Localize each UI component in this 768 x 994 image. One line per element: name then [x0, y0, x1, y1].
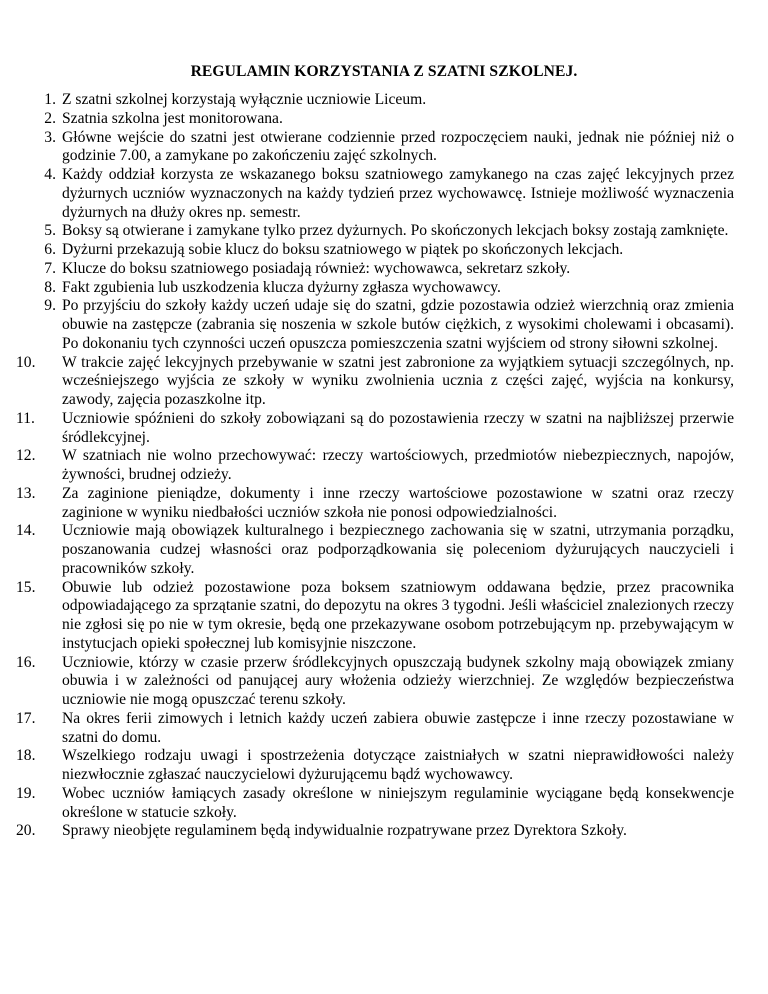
rule-item: [16, 222, 734, 241]
rule-item: [16, 241, 734, 260]
rule-text: Z szatni szkolnej korzystają wyłącznie uczniowie Liceum.: [62, 91, 427, 108]
rule-number: 3.: [44, 128, 56, 146]
rule-number: 8.: [44, 278, 56, 296]
rule-text: Na okres ferii zimowych i letnich każdy uczeń zabiera obuwie zastępcze i inne rzeczy pozostawiane w szatni do domu.: [62, 709, 734, 746]
rule-number: 5.: [44, 222, 56, 240]
rule-text: Każdy oddział korzysta ze wskazanego boksu szatniowego zamykanego na czas zajęć lekcyjnych przez dyżurnych uczniów wyznaczonych na każdy tydzień przez wychowawcę. Istnieje możliwość wyznaczenia dyżurnych na dłuży okres np. semestr.: [62, 166, 734, 221]
rule-item: [16, 166, 734, 222]
rule-number: 11.: [16, 409, 35, 427]
rule-number: 14.: [16, 522, 36, 540]
rule-number: 7.: [44, 259, 56, 277]
rule-item: [16, 260, 734, 279]
rule-number: 12.: [16, 447, 36, 465]
rule-item: [16, 279, 734, 298]
rule-text: Wobec uczniów łamiących zasady określone w niniejszym regulaminie wyciągane będą konsekwencje określone w statucie szkoły.: [62, 784, 734, 821]
rule-number: 10.: [16, 353, 36, 371]
rule-number: 17.: [16, 709, 36, 727]
rule-item: [16, 410, 734, 448]
rule-item: [16, 297, 734, 353]
rule-item: [16, 129, 734, 167]
rule-item: [16, 710, 734, 748]
rule-text: Dyżurni przekazują sobie klucz do boksu szatniowego w piątek po skończonych lekcjach.: [62, 241, 624, 258]
rule-item: [16, 447, 734, 485]
rules-list: [16, 91, 734, 841]
rule-text: W trakcie zajęć lekcyjnych przebywanie w szatni jest zabronione za wyjątkiem sytuacji szczególnych, np. wcześniejszego wyjścia ze szkoły w wyniku zwolnienia ucznia z części zajęć, wyjścia na konkursy, zawody, zajęcia pozaszkolne itp.: [62, 353, 734, 408]
rule-text: Sprawy nieobjęte regulaminem będą indywidualnie rozpatrywane przez Dyrektora Szkoły.: [62, 822, 627, 840]
rule-text: Uczniowie spóźnieni do szkoły zobowiązani są do pozostawienia rzeczy w szatni na najbliższej przerwie śródlekcyjnej.: [62, 409, 734, 446]
rule-item: [16, 785, 734, 823]
rule-text: Uczniowie, którzy w czasie przerw śródlekcyjnych opuszczają budynek szkolny mają obowiązek zmiany obuwia i w zależności od panującej aury włożenia odzieży wierzchniej. Ze względów bezpieczeństwa uczniowie nie mogą opuszczać terenu szkoły.: [62, 653, 734, 708]
rule-number: 2.: [44, 109, 56, 127]
rule-text: Klucze do boksu szatniowego posiadają również: wychowawca, sekretarz szkoły.: [62, 259, 571, 277]
rule-item: [16, 485, 734, 523]
rule-text: W szatniach nie wolno przechowywać: rzeczy wartościowych, przedmiotów niebezpiecznych, napojów, żywności, brudnej odzieży.: [62, 447, 734, 483]
rule-item: [16, 654, 734, 710]
rule-text: Szatnia szkolna jest monitorowana.: [62, 109, 283, 127]
rule-item: [16, 91, 734, 110]
rule-item: [16, 522, 734, 578]
rule-number: 19.: [16, 784, 36, 802]
rule-number: 20.: [16, 822, 36, 840]
rule-text: Fakt zgubienia lub uszkodzenia klucza dyżurny zgłasza wychowawcy.: [62, 278, 501, 296]
rule-text: Za zaginione pieniądze, dokumenty i inne rzeczy wartościowe pozostawione w szatni oraz rzeczy zaginione w wyniku niedbałości uczniów szkoła nie ponosi odpowiedzialności.: [62, 484, 734, 521]
rule-text: Obuwie lub odzież pozostawione poza boksem szatniowym oddawana będzie, przez pracownika odpowiadającego za sprzątanie szatni, do depozytu na okres 3 tygodni. Jeśli właściciel znalezionych rzeczy nie zgłosi się po nie w tym okresie, będą one przekazywane osobom potrzebującym np. przebywającym w instytucjach opieki społecznej lub komisyjnie niszczone.: [62, 578, 734, 652]
rule-number: 4.: [44, 166, 56, 183]
rule-number: 18.: [16, 747, 36, 765]
rule-text: Po przyjściu do szkoły każdy uczeń udaje się do szatni, gdzie pozostawia odzież wierzchnią oraz zmienia obuwie na zastępcze (zabrania się noszenia w szkole butów ciężkich, z wysokimi cholewami i obcasami). Po dokonaniu tych czynności uczeń opuszcza pomieszczenia szatni wyjściem od strony siłowni szkolnej.: [62, 297, 734, 352]
rule-item: [16, 579, 734, 654]
rule-item: [16, 110, 734, 129]
rule-item: [16, 354, 734, 410]
document-title: REGULAMIN KORZYSTANIA Z SZATNI SZKOLNEJ.: [190, 63, 578, 80]
rule-item: [16, 747, 734, 785]
rule-number: 13.: [16, 484, 36, 502]
rule-number: 6.: [44, 241, 56, 258]
rule-text: Wszelkiego rodzaju uwagi i spostrzeżenia dotyczące zaistniałych w szatni nieprawidłowości należy niezwłocznie zgłaszać nauczycielowi dyżurującemu bądź wychowawcy.: [62, 747, 734, 783]
rule-text: Boksy są otwierane i zamykane tylko przez dyżurnych. Po skończonych lekcjach boksy zostają zamknięte.: [62, 222, 729, 240]
rule-number: 16.: [16, 653, 36, 671]
rule-number: 9.: [44, 297, 56, 315]
rule-item: [16, 822, 734, 841]
rule-text: Uczniowie mają obowiązek kulturalnego i bezpiecznego zachowania się w szatni, utrzymania porządku, poszanowania cudzej własności oraz podporządkowania się poleceniom dyżurujących nauczycieli i pracowników szkoły.: [62, 522, 734, 577]
rule-number: 1.: [44, 91, 56, 108]
rule-number: 15.: [16, 578, 36, 596]
rule-text: Główne wejście do szatni jest otwierane codziennie przed rozpoczęciem nauki, jednak nie później niż o godzinie 7.00, a zamykane po zakończeniu zajęć szkolnych.: [62, 128, 734, 165]
